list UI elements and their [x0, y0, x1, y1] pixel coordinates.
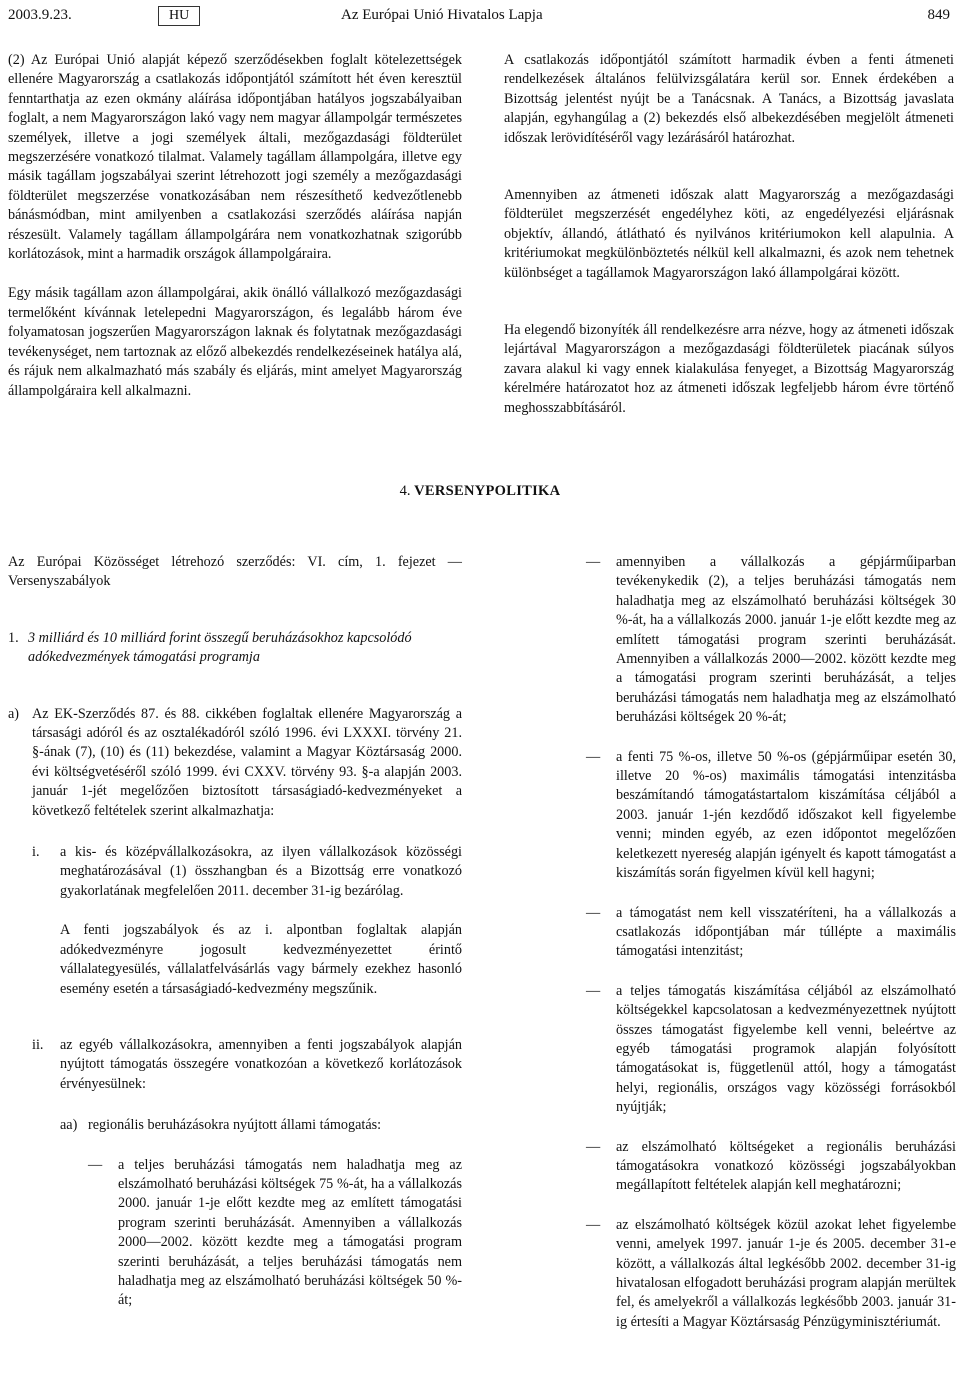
treaty-reference: Az Európai Közösséget létrehozó szerződés: VI. cím, 1. fejezet — Versenyszabályok [8, 554, 462, 590]
paragraph-authorisation: Amennyiben az átmeneti időszak alatt Magyarország a mezőgazdasági földterület megszerzését engedélyhez köti, az engedélyezési eljárásnak objektív, állandó, átlátható és nyilvános kritériumokon kell alapulnia. A kritériumokat megkülönböztetés nélkül kell alkalmazni, és azok nem tehetnek különbséget a tagállamok Magyarországon lakó állampolgárai között. [504, 187, 954, 281]
journal-title: Az Európai Unió Hivatalos Lapja [341, 7, 543, 23]
subpoint-ii [8, 1036, 462, 1094]
subpoint-aa-text: regionális beruházásokra nyújtott állami támogatás: [88, 1117, 382, 1134]
dash-marker: — [88, 1156, 103, 1173]
point-a-marker: a) [8, 705, 20, 722]
subpoint-ii-text: az egyéb vállalkozásokra, amennyiben a fenti jogszabályok alapján nyújtott támogatás összegére vonatkozóan a következő korlátozások érvényesülnek: [60, 1036, 462, 1092]
language-code-box: HU [158, 6, 200, 26]
programme-heading [8, 629, 462, 668]
dash-item-text: az elszámolható költségeket a regionális beruházási támogatásokra vonatkozó közösségi jogszabályokban megállapított feltételek alapján kell meghatározni; [616, 1138, 956, 1194]
section-number: 4. [399, 483, 411, 499]
dash-item-text: amennyiben a vállalkozás a gépjárműiparban tevékenykedik (2), a teljes beruházási támogatás nem haladhatja meg az elszámolható beruházási költségek 30 %-át, ha a vállalkozás 2000. január 1-je előtt kezdte meg az említett támogatási program szerinti beruházását. Amennyiben a vállalkozás 2000—2002. között kezdte meg a támogatási program szerinti beruházását, a teljes beruházási támogatás nem haladhatja meg az elszámolható beruházási költségek 20 %-át; [616, 554, 956, 726]
subpoint-i [8, 843, 462, 901]
page-header [8, 6, 950, 28]
heading-number: 1. [8, 629, 19, 646]
subpoint-aa [8, 1116, 462, 1135]
dash-item-no-repayment [586, 904, 956, 962]
dash-item-automotive [586, 553, 956, 728]
paragraph-exemption: Egy másik tagállam azon állampolgárai, akik önálló vállalkozó mezőgazdasági termelőként kívánnak letelepedni Magyarországon, és legalább három éve folyamatosan jogszerűen Magyarországon laknak és folytatnak mezőgazdasági tevékenységet, nem tartoznak az előző albekezdés rendelkezéseinek hatálya alá, és rájuk nem alkalmazható más szabály és eljárás, mint amelyet Magyarország állampolgáraira kell alkalmazni. [8, 285, 462, 399]
dash-marker: — [586, 1216, 601, 1233]
point-a [8, 705, 462, 821]
section-title: VERSENYPOLITIKA [414, 483, 561, 499]
dash-item-cost-period [586, 1216, 956, 1332]
page-number: 849 [927, 7, 950, 23]
top-right-column [504, 51, 954, 418]
dash-item-text: a teljes támogatás kiszámítása céljából az elszámolható költségekkel kapcsolatosan a kedvezményezettnek nyújtott összes támogatást figyelembe kell venni, beleértve az egyéb támogatási programok alapján folyósított támogatásokat is, függetlenül attól, hogy a támogatást helyi, regionális, országos vagy közösségi forrásokból nyújtják; [616, 982, 956, 1116]
subpoint-i-text: a kis- és középvállalkozásokra, az ilyen vállalkozások közösségi meghatározásával (1) összhangban és a Bizottság erre vonatkozó gyakorlatának megfelelően 2011. december 31-ig bezárólag. [60, 844, 462, 899]
paragraph-review: A csatlakozás időpontjától számított harmadik évben a fenti átmeneti rendelkezések általános felülvizsgálatára kerül sor. Ennek érdekében a Bizottság jelentést nyújt be a Tanácsnak. A Tanács, a Bizottság javaslata alapján, egyhangúlag a (2) bekezdés első albekezdésében megjelölt átmeneti időszak lerövidítéséről vagy lezárásáról határozhat. [504, 52, 954, 146]
dash-item-total-aid [586, 982, 956, 1118]
bottom-right-column [586, 553, 956, 1352]
bottom-left-column [8, 553, 462, 1311]
dash-item-eligible-costs [586, 1138, 956, 1196]
paragraph-extension: Ha elegendő bizonyíték áll rendelkezésre arra nézve, hogy az átmeneti időszak lejártával Magyarországon a mezőgazdasági földterületek piacának súlyos zavara alakul ki vagy ennek kialakulása fenyeget, a Bizottság Magyarország kérelmére határozatot hoz az átmeneti időszak legfeljebb három évre történő meghosszabbításáról. [504, 322, 954, 416]
dash-marker: — [586, 748, 601, 765]
subpoint-aa-marker: aa) [60, 1117, 78, 1134]
dash-item-text: a teljes beruházási támogatás nem haladhatja meg az elszámolható beruházási költségek 75 %-át, ha a vállalkozás 2000. január 1-je előtt kezdte meg az említett támogatási program szerinti beruházását. Amennyiben a vállalkozás 2000—2002. között kezdte meg a támogatási program szerinti beruházását, a teljes beruházási támogatás nem haladhatja meg az elszámolható beruházási költségek 50 %-át; [118, 1156, 462, 1309]
dash-item-intensity [586, 748, 956, 884]
paragraph-2: (2) Az Európai Unió alapját képező szerződésekben foglalt kötelezettségek ellenére Magyarország a csatlakozás időpontjától számított hét éven keresztül fenntarthatja az ezen okmány aláírása időpontjában hatályos jogszabályaiban foglalt, a nem Magyarországon lakó vagy nem magyar állampolgár természetes személyek, illetve a jogi személyek általi, mezőgazdasági földterület megszerzésére vonatkozó tilalmat. Valamely tagállam állampolgára, illetve egy másik tagállam jogszabályai szerint létrehozott jogi személy a mezőgazdasági földterület megszerzése vonatkozásában nem részesíthető kedvezőtlenebb bánásmódban, mint amilyenben a csatlakozási szerződés aláírása napján részesült. Valamely tagállam állampolgárára nem vonatkozhatnak szigorúbb korlátozások, mint a harmadik országok állampolgáraira. [8, 52, 462, 263]
dash-item-text: a támogatást nem kell visszatéríteni, ha a vállalkozás a csatlakozás időpontjában már túllépte a maximális támogatási intenzitást; [616, 904, 956, 960]
point-a-text: Az EK-Szerződés 87. és 88. cikkében foglaltak ellenére Magyarország a társasági adóról és az osztalékadóról szóló 1996. évi LXXXI. törvény 21. §-ának (7), (10) és (11) bekezdése, valamint a Magyar Köztársaság 2000. évi költségvetéséről szóló 1999. évi CXXV. törvény 93. §-a alapján 2003. január 1-jét megelőzően biztosított társaságiadó-kedvezményeket a következő feltételek szerint alkalmazhatja: [32, 705, 462, 819]
subpoint-i-marker: i. [32, 844, 40, 861]
dash-marker: — [586, 1138, 601, 1155]
heading-text: 3 milliárd és 10 milliárd forint összegű beruházásokhoz kapcsolódó adókedvezmények támogatási programja [28, 629, 412, 666]
subpoint-ii-marker: ii. [32, 1036, 44, 1053]
dash-marker: — [586, 554, 601, 570]
section-heading [0, 482, 960, 501]
dash-marker: — [586, 982, 601, 999]
dash-marker: — [586, 904, 601, 921]
dash-item-regional [8, 1156, 462, 1311]
publication-date: 2003.9.23. [8, 7, 72, 23]
dash-item-text: az elszámolható költségek közül azokat lehet figyelembe venni, amelyek 1997. január 1-je és 2005. december 31-e között, a vállalkozás által legkésőbb 2002. december 31-ig hivatalosan elfogadott beruházási program alapján merültek fel, és amelyekről a vállalkozás legkésőbb 2003. január 31-ig értesíti a Magyar Köztársaság Pénzügyminisztériumát. [616, 1216, 956, 1330]
subpoint-i-note: A fenti jogszabályok és az i. alpontban foglaltak alapján adókedvezményre jogosult kedvezményezettet érintő vállalategyesülés, vállalatfelvásárlás vagy bármely ezekhez hasonló esemény esetén a társaságiadó-kedvezmény megszűnik. [60, 922, 462, 997]
dash-item-text: a fenti 75 %-os, illetve 50 %-os (gépjárműipar esetén 30, illetve 20 %-os) maximális támogatási intenzitásba beszámítandó támogatástartalom kiszámítása céljából a 2003. január 1-jén kezdődő időszakot kell figyelembe venni; minden egyéb, az ezen időpontot megelőzően keletkezett nyereség alapján igényelt és kapott támogatást a kiszámítás során figyelmen kívül kell hagyni; [616, 748, 956, 882]
top-left-column [8, 51, 462, 401]
